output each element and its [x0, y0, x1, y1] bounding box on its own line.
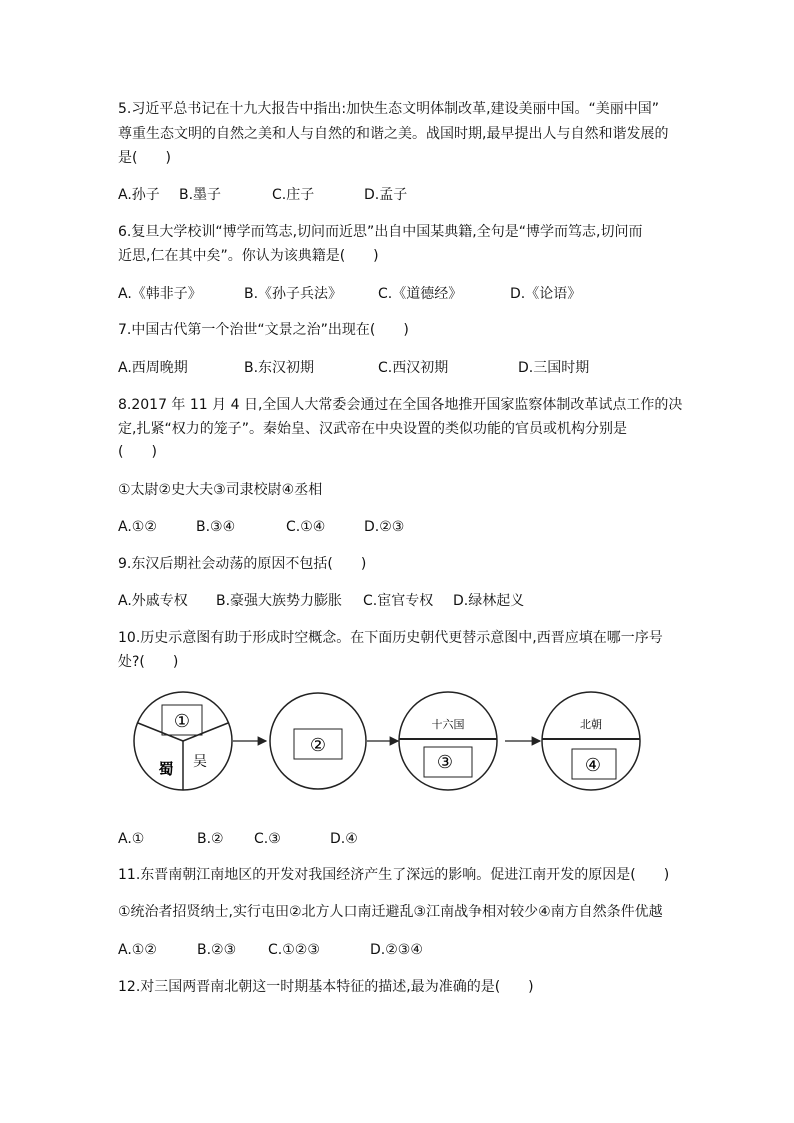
- circle-4-top-label: 北朝: [580, 718, 602, 731]
- q8-option-d: D.②③: [364, 519, 405, 535]
- q12-line-1: 12.对三国两晋南北朝这一时期基本特征的描述,最为准确的是( ): [118, 979, 534, 995]
- circle-1-box-label: ①: [173, 711, 191, 732]
- q6-option-b: B.《孙子兵法》: [244, 286, 343, 302]
- q6-option-d: D.《论语》: [510, 286, 582, 302]
- circle-2-box-label: ②: [309, 735, 327, 756]
- dynasty-circle-3: [399, 692, 497, 790]
- q9-line-1: 9.东汉后期社会动荡的原因不包括( ): [118, 556, 367, 572]
- q10-line-1: 10.历史示意图有助于形成时空概念。在下面历史朝代更替示意图中,西晋应填在哪一序号: [118, 630, 663, 646]
- q5-option-c: C.庄子: [272, 187, 315, 203]
- q8-option-c: C.①④: [286, 519, 326, 535]
- q10-option-b: B.②: [197, 831, 224, 847]
- q10-option-d: D.④: [330, 831, 358, 847]
- dynasty-circle-1: [134, 692, 232, 790]
- q5-option-d: D.孟子: [364, 187, 408, 203]
- circle-3-box-label: ③: [436, 752, 454, 773]
- q5-option-b: B.墨子: [179, 187, 222, 203]
- q8-line-1: 8.2017 年 11 月 4 日,全国人大常委会通过在全国各地推开国家监察体制改革试点工作的决: [118, 397, 683, 413]
- q5-line-3: 是( ): [118, 150, 171, 166]
- q8-option-a: A.①②: [118, 519, 157, 535]
- q6-line-1: 6.复旦大学校训“博学而笃志,切问而近思”出自中国某典籍,全句是“博学而笃志,切问而: [118, 224, 643, 240]
- q9-option-b: B.豪强大族势力膨胀: [216, 593, 343, 609]
- q10-option-c: C.③: [254, 831, 281, 847]
- q7-option-b: B.东汉初期: [244, 360, 315, 376]
- q8-line-2: 定,扎紧“权力的笼子”。秦始皇、汉武帝在中央设置的类似功能的官员或机构分别是: [118, 421, 627, 437]
- dynasty-circle-4: [542, 692, 640, 790]
- q10-line-2: 处?( ): [118, 654, 179, 670]
- q8-option-b: B.③④: [196, 519, 236, 535]
- q11-option-b: B.②③: [197, 942, 237, 958]
- q6-option-c: C.《道德经》: [378, 286, 463, 302]
- circle-1-wu-label: 吴: [193, 754, 207, 770]
- q9-option-d: D.绿林起义: [453, 593, 525, 609]
- dynasty-circle-2: [270, 693, 366, 789]
- q5-line-2: 尊重生态文明的自然之美和人与自然的和谐之美。战国时期,最早提出人与自然和谐发展的: [118, 126, 669, 142]
- circle-3-top-label: 十六国: [431, 718, 465, 731]
- q8-statement: ①太尉②史大夫③司隶校尉④丞相: [118, 482, 323, 498]
- q7-option-d: D.三国时期: [518, 360, 590, 376]
- q11-option-a: A.①②: [118, 942, 157, 958]
- circle-1-shu-label: 蜀: [158, 760, 174, 778]
- q8-line-3: ( ): [118, 444, 157, 460]
- q7-option-a: A.西周晚期: [118, 360, 188, 376]
- q6-option-a: A.《韩非子》: [118, 286, 202, 302]
- dynasty-sequence-diagram: [0, 687, 794, 797]
- q5-line-1: 5.习近平总书记在十九大报告中指出:加快生态文明体制改革,建设美丽中国。“美丽中国”: [118, 101, 660, 117]
- q9-option-a: A.外戚专权: [118, 593, 188, 609]
- q6-line-2: 近思,仁在其中矣”。你认为该典籍是( ): [118, 248, 379, 264]
- q5-option-a: A.孙子: [118, 187, 160, 203]
- q7-line-1: 7.中国古代第一个治世“文景之治”出现在( ): [118, 322, 409, 338]
- q11-option-d: D.②③④: [370, 942, 423, 958]
- q7-option-c: C.西汉初期: [378, 360, 449, 376]
- q11-line-1: 11.东晋南朝江南地区的开发对我国经济产生了深远的影响。促进江南开发的原因是( ): [118, 867, 670, 883]
- circle-4-box-label: ④: [584, 755, 602, 776]
- q11-option-c: C.①②③: [268, 942, 320, 958]
- q10-option-a: A.①: [118, 831, 145, 847]
- q9-option-c: C.宦官专权: [363, 593, 434, 609]
- q11-statement: ①统治者招贤纳士,实行屯田②北方人口南迁避乱③江南战争相对较少④南方自然条件优越: [118, 904, 663, 920]
